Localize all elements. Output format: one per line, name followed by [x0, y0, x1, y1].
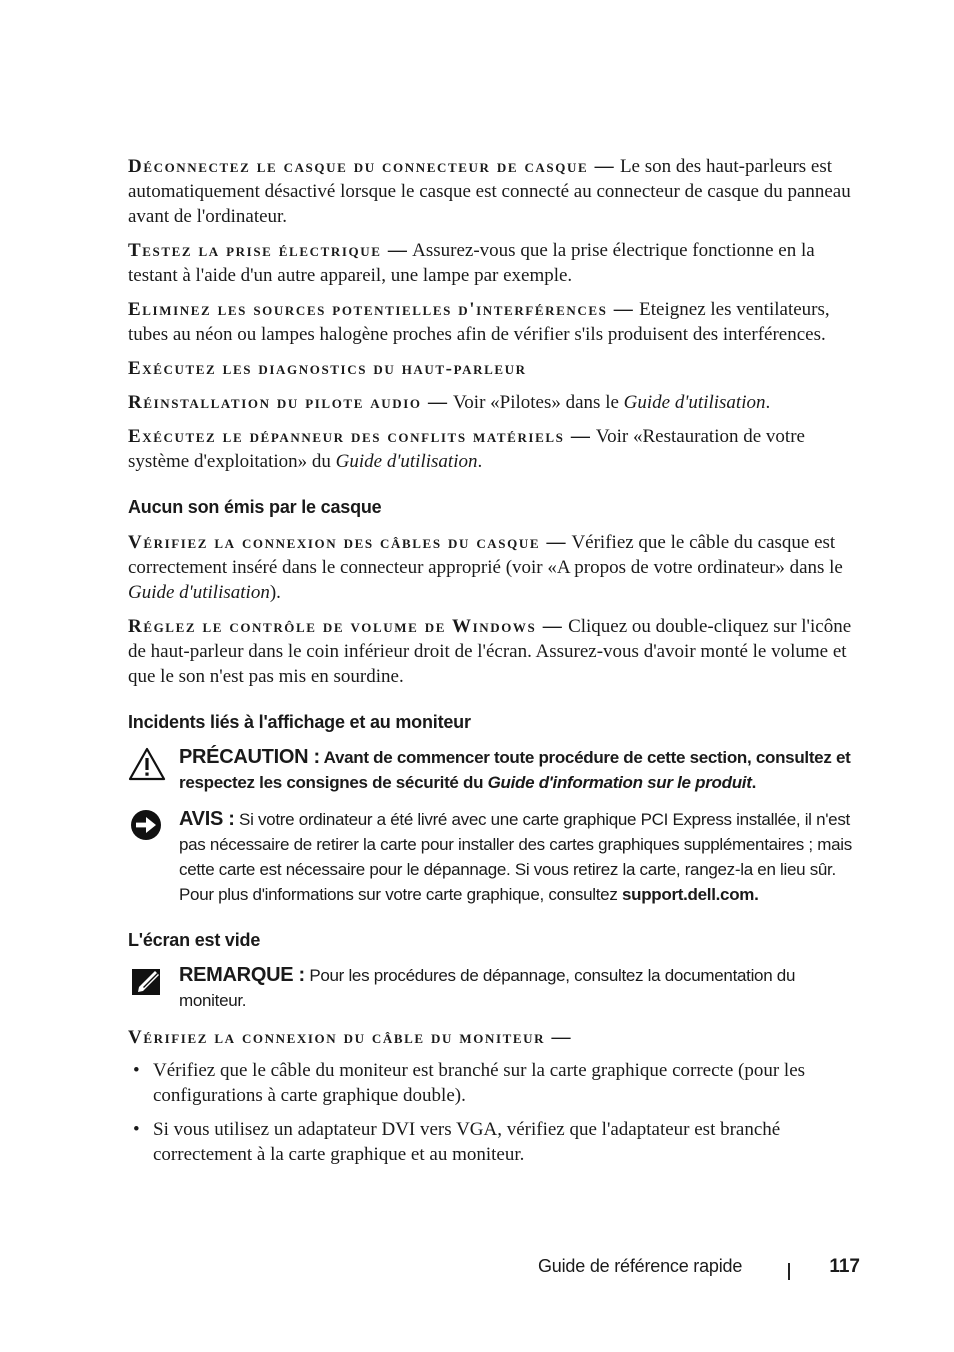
- remark-label: REMARQUE :: [179, 964, 305, 986]
- page-footer: [538, 1256, 860, 1282]
- notice-note: [128, 807, 858, 907]
- caution-label: PRÉCAUTION :: [179, 746, 320, 768]
- body-text-end: .: [477, 451, 483, 472]
- notice-arrow-icon: [128, 809, 166, 843]
- paragraph-hardware-troubleshooter: [128, 424, 858, 474]
- paragraph-test-outlet: [128, 238, 858, 288]
- product-guide-reference: Guide d'information sur le produit: [487, 773, 752, 792]
- body-text: Le son des haut-parleurs est automatiquement désactivé lorsque le casque est connecté au connecteur de casque du panneau avant de l'ordinateur.: [128, 156, 851, 227]
- list-item: [128, 1117, 858, 1167]
- body-text: Cliquez ou double-cliquez sur l'icône de haut-parleur dans le coin inférieur droit de l'écran. Assurez-vous d'avoir monté le volume et que le son n'est pas mis en sourdine.: [128, 616, 852, 687]
- paragraph-eliminate-interference: [128, 297, 858, 347]
- lead-heading: Déconnectez le casque du connecteur de casque —: [128, 156, 616, 177]
- lead-heading: Eliminez les sources potentielles d'interférences —: [128, 299, 635, 320]
- list-item: [128, 1058, 858, 1108]
- warning-triangle-icon: [128, 747, 166, 781]
- section-heading-headset: Aucun son émis par le casque: [128, 497, 382, 517]
- paragraph-reinstall-audio-driver: [128, 390, 858, 415]
- paragraph-check-monitor-cable: [128, 1025, 858, 1050]
- lead-heading: Exécutez le dépanneur des conflits matériels —: [128, 426, 592, 447]
- guide-reference: Guide d'utilisation: [335, 451, 478, 472]
- body-text: Assurez-vous que la prise électrique fonctionne en la testant à l'aide d'un autre appareil, une lampe par exemple.: [128, 240, 815, 286]
- list-item-text: Si vous utilisez un adaptateur DVI vers VGA, vérifiez que l'adaptateur est branché correctement à la carte graphique et au moniteur.: [153, 1119, 781, 1165]
- notice-text: Si votre ordinateur a été livré avec une carte graphique PCI Express installée, il n'est pas nécessaire de retirer la carte pour installer des cartes graphiques supplémentaires ; mais cette carte est nécessaire pour le dépannage. Si vous retirez la carte, rangez-la en lieu sûr. Pour plus d'informations sur votre carte graphique, consultez: [179, 810, 852, 904]
- page-content: [128, 154, 858, 1176]
- body-text: Voir «Pilotes» dans le: [448, 392, 624, 413]
- footer-separator: [788, 1263, 790, 1280]
- paragraph-speaker-diagnostics: [128, 356, 858, 381]
- notice-label: AVIS :: [179, 808, 235, 830]
- caution-text: Avant de commencer toute procédure de cette section, consultez et respectez les consignes de sécurité du: [179, 748, 851, 792]
- section-heading-blank-screen: L'écran est vide: [128, 930, 261, 950]
- guide-reference: Guide d'utilisation: [623, 392, 766, 413]
- lead-heading: Testez la prise électrique —: [128, 240, 409, 261]
- page-number: 117: [829, 1256, 860, 1277]
- body-text-end: ).: [269, 582, 281, 603]
- paragraph-disconnect-headset: [128, 154, 858, 229]
- footer-title: Guide de référence rapide: [538, 1256, 743, 1276]
- lead-heading: Exécutez les diagnostics du haut-parleur: [128, 358, 527, 379]
- lead-heading: Vérifiez la connexion du câble du moniteur —: [128, 1027, 573, 1048]
- guide-reference: Guide d'utilisation: [128, 582, 270, 603]
- caution-body: [179, 748, 850, 792]
- bullet-list: [128, 1058, 858, 1167]
- body-text: Eteignez les ventilateurs, tubes au néon ou lampes halogène proches afin de vérifier s'ils produisent des interférences.: [128, 299, 830, 345]
- remark-text: Pour les procédures de dépannage, consultez la documentation du moniteur.: [179, 966, 796, 1010]
- list-item-text: Vérifiez que le câble du moniteur est branché sur la carte graphique correcte (pour les configurations à carte graphique double).: [153, 1060, 806, 1106]
- section-heading-display: Incidents liés à l'affichage et au moniteur: [128, 712, 471, 732]
- caution-note: [128, 745, 858, 795]
- bullet-symbol: •: [133, 1060, 140, 1081]
- lead-heading: Vérifiez la connexion des câbles du casque —: [128, 532, 568, 553]
- body-text: Vérifiez que le câble du casque est correctement inséré dans le connecteur approprié (voir «A propos de votre ordinateur» dans le: [128, 532, 843, 578]
- lead-heading: Réinstallation du pilote audio —: [128, 392, 449, 413]
- body-text: Voir «Restauration de votre système d'exploitation» du: [128, 426, 805, 472]
- caution-text-end: .: [751, 773, 756, 792]
- remark-note: [128, 963, 858, 1013]
- paragraph-windows-volume: [128, 614, 858, 689]
- lead-heading: Réglez le contrôle de volume de Windows —: [128, 616, 564, 637]
- bullet-symbol: •: [133, 1119, 140, 1140]
- pencil-note-icon: [128, 965, 166, 999]
- body-text-end: .: [765, 392, 771, 413]
- support-link[interactable]: support.dell.com.: [621, 885, 759, 904]
- paragraph-check-headset-cable: [128, 530, 858, 605]
